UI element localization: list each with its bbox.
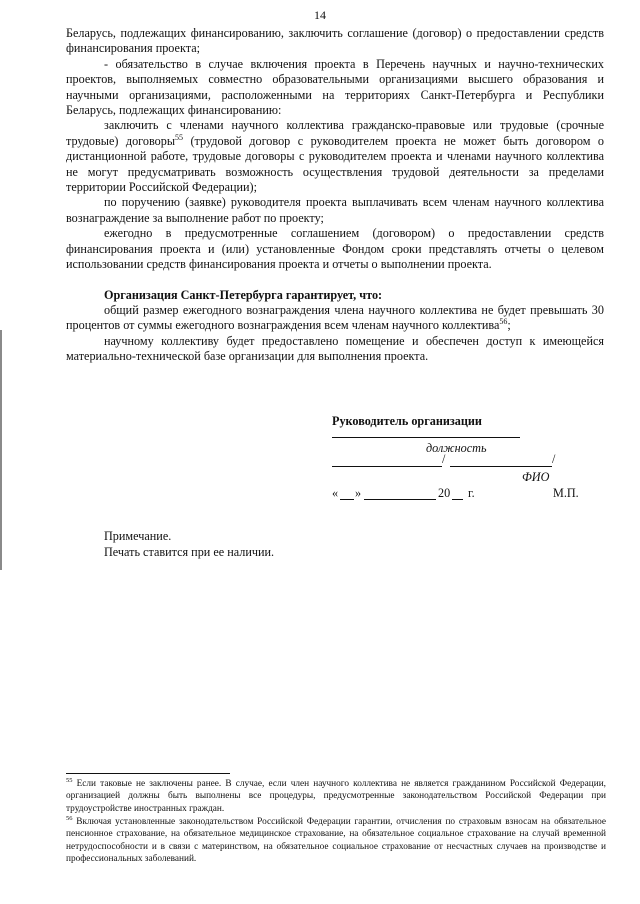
signature-line (332, 466, 442, 467)
page-number: 14 (314, 8, 326, 22)
signature-heading: Руководитель организации (332, 414, 482, 428)
year-prefix: 20 (438, 486, 451, 500)
year-suffix: г. (468, 486, 475, 500)
footnote-ref-55[interactable]: 55 (175, 132, 184, 142)
guarantee-item-2: научному коллективу будет предоставлено помещение и обеспечен доступ к имеющейся материально-технической базе организации для выполнения проекта. (66, 333, 604, 364)
slash-2: / (552, 452, 556, 466)
paragraph-4: по поручению (заявке) руководителя проекта выплачивать всем членам научного коллектива вознаграждение за выполнение работ по проекту; (66, 195, 604, 225)
name-label: ФИО (522, 470, 550, 484)
footnote-ref-56[interactable]: 56 (499, 317, 508, 327)
slash-1: / (442, 452, 446, 466)
guarantee-heading: Организация Санкт-Петербурга гарантирует, что: (104, 287, 383, 302)
paragraph-1: Беларусь, подлежащих финансированию, заключить соглашение (договор) о предоставлении средств финансирования проекта; (66, 26, 604, 56)
paragraph-5: ежегодно в предусмотренные соглашением (договором) о предоставлении средств финансирования проекта и (или) установленные Фондом сроки представлять отчеты о целевом использовании средств финансирования проекта и отчеты о выполнении проекта. (66, 226, 604, 272)
position-line (332, 437, 520, 438)
stamp-label: М.П. (553, 486, 579, 500)
note-block (104, 528, 274, 560)
day-line (340, 499, 354, 500)
paragraph-2: - обязательство в случае включения проекта в Перечень научных и научно-технических проектов, выполняемых совместно образовательными организациями высшего образования и научными организациями, расположенными на территориях Санкт-Петербурга и Республики Беларусь, подлежащих финансированию: (66, 56, 604, 118)
year-line (452, 499, 463, 500)
paragraph-3: заключить с членами научного коллектива гражданско-правовые или трудовые (срочные трудовые) договоры$^{55}$ (трудовой договор с руководителем проекта не может быть договором о дистанционной работе, трудовые договоры с руководителем проекта и членами научного коллектива не могут предусматривать возможность осуществления трудовой деятельности за пределами территории Российской Федерации); (66, 118, 604, 195)
name-line (450, 466, 552, 467)
document-body (66, 26, 604, 365)
footnote-55: $^{55}$ Если таковые не заключены ранее. В случае, если член научного коллектива не является гражданином Российской Федерации, организацией должны быть выполнены все процедуры, предусмотренные законодательством Российской Федерации при трудоустройстве иностранных граждан. (66, 776, 606, 814)
guarantee-item-1: общий размер ежегодного вознаграждения члена научного коллектива не будет превышать 30 процентов от суммы ежегодного вознаграждения всем членам научного коллектива$^{56}$; (66, 302, 604, 333)
scan-edge-mark (0, 330, 2, 570)
note-text: Печать ставится при ее наличии. (104, 545, 275, 559)
position-label: должность (426, 441, 487, 455)
footnote-separator (66, 773, 230, 774)
date-open-quote: « (332, 486, 339, 500)
note-title: Примечание. (104, 529, 172, 543)
date-close-quote: » (355, 486, 362, 500)
footnote-56: $^{56}$ Включая установленные законодательством Российской Федерации гарантии, отчисления по страховым взносам на обязательное пенсионное страхование, на обязательное медицинское страхование, на обязательное социальное страхование на случай временной нетрудоспособности и в связи с материнством, на обязательное социальное страхование от несчастных случаев на производстве и профессиональных заболеваний. (66, 814, 606, 865)
month-line (364, 499, 436, 500)
